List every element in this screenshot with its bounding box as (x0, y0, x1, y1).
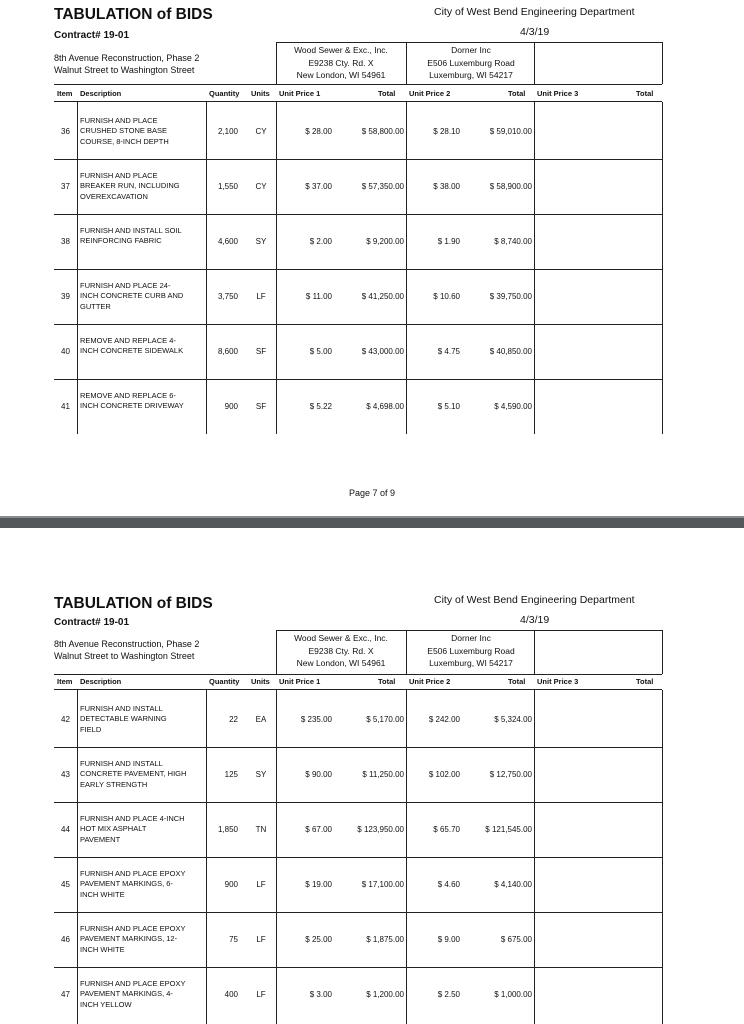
table-row (54, 159, 662, 214)
description-line: FURNISH AND PLACE EPOXY (80, 923, 186, 933)
description-line: FURNISH AND INSTALL SOIL (80, 225, 182, 235)
unit-price-2-cell: $ 1.90 (437, 236, 460, 246)
item-description (80, 171, 210, 203)
item-number: 43 (61, 769, 70, 779)
unit-price-2-cell: $ 102.00 (428, 769, 460, 779)
table-row (54, 912, 662, 967)
total-1-cell: $ 1,875.00 (366, 934, 404, 944)
grid-line (662, 102, 663, 434)
total-1-cell: $ 17,100.00 (361, 879, 404, 889)
total-1-cell: $ 4,698.00 (366, 401, 404, 411)
item-number: 39 (61, 291, 70, 301)
description-line: PAVEMENT MARKINGS, 12- (80, 934, 178, 943)
unit-price-2-cell: $ 2.50 (437, 989, 460, 999)
description-line: INCH WHITE (80, 944, 125, 954)
units-cell: LF (256, 879, 266, 889)
bidder-2-name: Dorner Inc (451, 633, 491, 643)
bidder-1-address1: E9238 Cty. Rd. X (308, 645, 374, 656)
col-total-1: Total (378, 677, 396, 686)
item-number: 40 (61, 346, 70, 356)
item-description (80, 336, 210, 357)
total-2-cell: $ 58,900.00 (489, 181, 532, 191)
bidder-1-address2: New London, WI 54961 (296, 70, 386, 80)
description-line: EARLY STRENGTH (80, 779, 148, 789)
description-line: REINFORCING FABRIC (80, 236, 162, 245)
description-line: FURNISH AND INSTALL (80, 703, 163, 713)
bidder-1-info (276, 44, 406, 82)
column-header-top-rule (54, 674, 662, 675)
col-units: Units (251, 89, 270, 98)
col-unit-price-2: Unit Price 2 (409, 677, 451, 686)
total-1-cell: $ 57,350.00 (361, 181, 404, 191)
description-line: FURNISH AND PLACE (80, 115, 158, 125)
bidder-2-name: Dorner Inc (451, 45, 491, 55)
col-unit-price-1: Unit Price 1 (279, 89, 321, 98)
project-line-1: 8th Avenue Reconstruction, Phase 2 (54, 53, 200, 63)
item-number: 45 (61, 879, 70, 889)
total-1-cell: $ 123,950.00 (357, 824, 404, 834)
unit-price-2-cell: $ 4.75 (437, 346, 460, 356)
col-quantity: Quantity (209, 677, 240, 686)
item-description (80, 391, 210, 412)
page-title: TABULATION of BIDS (54, 595, 213, 612)
bidder-1-address1: E9238 Cty. Rd. X (308, 57, 374, 68)
quantity-cell: 900 (224, 879, 238, 889)
column-header-bottom-rule (54, 101, 662, 102)
unit-price-1-cell: $ 37.00 (305, 181, 332, 191)
project-line-2: Walnut Street to Washington Street (54, 65, 195, 75)
unit-price-2-cell: $ 4.60 (437, 879, 460, 889)
unit-price-1-cell: $ 5.00 (309, 346, 332, 356)
bidder-divider (662, 630, 663, 674)
col-total-3: Total (636, 677, 654, 686)
column-header-bottom-rule (54, 689, 662, 690)
quantity-cell: 4,600 (217, 236, 238, 246)
quantity-cell: 2,100 (217, 126, 238, 136)
item-description (80, 226, 210, 247)
description-line: INCH CONCRETE DRIVEWAY (80, 401, 184, 410)
item-description (80, 924, 210, 956)
description-line: CRUSHED STONE BASE (80, 126, 167, 135)
col-unit-price-2: Unit Price 2 (409, 89, 451, 98)
bidder-box-top (276, 42, 662, 43)
units-cell: SF (255, 346, 267, 356)
description-line: PAVEMENT MARKINGS, 6- (80, 879, 173, 888)
description-line: FIELD (80, 724, 102, 734)
quantity-cell: 8,600 (217, 346, 238, 356)
document-page-8 (0, 528, 744, 1024)
description-line: PAVEMENT (80, 834, 121, 844)
total-2-cell: $ 675.00 (500, 934, 532, 944)
col-total-2: Total (508, 677, 526, 686)
bidder-1-info (276, 632, 406, 670)
bid-date: 4/3/19 (520, 26, 550, 38)
units-cell: LF (256, 291, 266, 301)
project-line-2: Walnut Street to Washington Street (54, 651, 195, 661)
total-2-cell: $ 39,750.00 (489, 291, 532, 301)
description-line: FURNISH AND PLACE EPOXY (80, 978, 186, 988)
department-name: City of West Bend Engineering Department (434, 594, 635, 606)
total-2-cell: $ 4,590.00 (494, 401, 532, 411)
project-description (54, 638, 199, 662)
project-description (54, 52, 199, 76)
description-line: BREAKER RUN, INCLUDING (80, 181, 180, 190)
table-row (54, 802, 662, 857)
col-total-2: Total (508, 89, 526, 98)
bidder-2-info (406, 632, 536, 670)
col-item: Item (57, 89, 73, 98)
item-number: 37 (61, 181, 70, 191)
total-2-cell: $ 4,140.00 (494, 879, 532, 889)
item-number: 38 (61, 236, 70, 246)
unit-price-1-cell: $ 2.00 (309, 236, 332, 246)
item-description (80, 979, 210, 1011)
unit-price-1-cell: $ 235.00 (300, 714, 332, 724)
total-1-cell: $ 9,200.00 (366, 236, 404, 246)
bidder-2-address1: E506 Luxemburg Road (427, 645, 515, 656)
units-cell: CY (255, 181, 267, 191)
bidder-2-address2: Luxemburg, WI 54217 (429, 70, 513, 80)
column-header-top-rule (54, 84, 662, 85)
table-row (54, 324, 662, 379)
unit-price-2-cell: $ 28.10 (433, 126, 460, 136)
grid-line (662, 690, 663, 1024)
col-unit-price-1: Unit Price 1 (279, 677, 321, 686)
col-description: Description (80, 89, 122, 98)
project-line-1: 8th Avenue Reconstruction, Phase 2 (54, 639, 200, 649)
total-1-cell: $ 58,800.00 (361, 126, 404, 136)
total-1-cell: $ 1,200.00 (366, 989, 404, 999)
bidder-divider (662, 42, 663, 84)
total-2-cell: $ 1,000.00 (494, 989, 532, 999)
description-line: OVEREXCAVATION (80, 191, 148, 201)
bidder-1-name: Wood Sewer & Exc., Inc. (294, 633, 388, 643)
total-2-cell: $ 12,750.00 (489, 769, 532, 779)
description-line: INCH YELLOW (80, 999, 132, 1009)
col-unit-price-3: Unit Price 3 (537, 89, 579, 98)
bidder-2-info (406, 44, 536, 82)
item-number: 36 (61, 126, 70, 136)
description-line: REMOVE AND REPLACE 4- (80, 335, 176, 345)
col-quantity: Quantity (209, 89, 240, 98)
unit-price-1-cell: $ 5.22 (309, 401, 332, 411)
page-title: TABULATION of BIDS (54, 6, 213, 23)
department-name: City of West Bend Engineering Department (434, 6, 635, 18)
bidder-box-top (276, 630, 662, 631)
description-line: COURSE, 8-INCH DEPTH (80, 136, 169, 146)
contract-number: Contract# 19-01 (54, 617, 130, 628)
description-line: REMOVE AND REPLACE 6- (80, 390, 176, 400)
col-units: Units (251, 677, 270, 686)
total-2-cell: $ 59,010.00 (489, 126, 532, 136)
quantity-cell: 125 (224, 769, 238, 779)
contract-number: Contract# 19-01 (54, 30, 130, 41)
col-item: Item (57, 677, 73, 686)
quantity-cell: 400 (224, 989, 238, 999)
table-row (54, 269, 662, 324)
unit-price-2-cell: $ 10.60 (433, 291, 460, 301)
item-description (80, 116, 210, 148)
page-number: Page 7 of 9 (348, 488, 396, 498)
total-1-cell: $ 5,170.00 (366, 714, 404, 724)
col-description: Description (80, 677, 122, 686)
unit-price-1-cell: $ 11.00 (305, 291, 332, 301)
units-cell: LF (256, 934, 266, 944)
unit-price-2-cell: $ 65.70 (433, 824, 460, 834)
col-total-1: Total (378, 89, 396, 98)
unit-price-1-cell: $ 3.00 (309, 989, 332, 999)
item-description (80, 869, 210, 901)
quantity-cell: 3,750 (217, 291, 238, 301)
table-row (54, 747, 662, 802)
description-line: FURNISH AND PLACE EPOXY (80, 868, 186, 878)
description-line: FURNISH AND INSTALL (80, 758, 163, 768)
total-1-cell: $ 41,250.00 (361, 291, 404, 301)
bidder-1-name: Wood Sewer & Exc., Inc. (294, 45, 388, 55)
table-row (54, 104, 662, 159)
units-cell: SY (255, 236, 267, 246)
item-number: 42 (61, 714, 70, 724)
units-cell: EA (255, 714, 267, 724)
table-row (54, 379, 662, 434)
total-2-cell: $ 8,740.00 (494, 236, 532, 246)
unit-price-1-cell: $ 90.00 (305, 769, 332, 779)
total-1-cell: $ 11,250.00 (362, 769, 404, 779)
unit-price-2-cell: $ 38.00 (433, 181, 460, 191)
item-number: 44 (61, 824, 70, 834)
unit-price-1-cell: $ 25.00 (305, 934, 332, 944)
bidder-1-address2: New London, WI 54961 (296, 658, 386, 668)
description-line: CONCRETE PAVEMENT, HIGH (80, 769, 187, 778)
unit-price-2-cell: $ 9.00 (437, 934, 460, 944)
item-number: 46 (61, 934, 70, 944)
description-line: FURNISH AND PLACE 4-INCH (80, 813, 185, 823)
col-unit-price-3: Unit Price 3 (537, 677, 579, 686)
quantity-cell: 22 (229, 714, 238, 724)
units-cell: SF (255, 401, 267, 411)
units-cell: TN (255, 824, 267, 834)
units-cell: SY (255, 769, 267, 779)
page-separator (0, 516, 744, 528)
item-description (80, 814, 210, 846)
total-2-cell: $ 5,324.00 (494, 714, 532, 724)
quantity-cell: 1,850 (217, 824, 238, 834)
description-line: INCH WHITE (80, 889, 125, 899)
description-line: GUTTER (80, 301, 111, 311)
bidder-2-address2: Luxemburg, WI 54217 (429, 658, 513, 668)
total-1-cell: $ 43,000.00 (361, 346, 404, 356)
bid-date: 4/3/19 (520, 614, 550, 626)
description-line: PAVEMENT MARKINGS, 4- (80, 989, 173, 998)
bidder-2-address1: E506 Luxemburg Road (427, 57, 515, 68)
units-cell: CY (255, 126, 267, 136)
unit-price-1-cell: $ 28.00 (305, 126, 332, 136)
item-number: 47 (61, 989, 70, 999)
unit-price-1-cell: $ 19.00 (305, 879, 332, 889)
table-row (54, 857, 662, 912)
description-line: FURNISH AND PLACE (80, 170, 158, 180)
units-cell: LF (256, 989, 266, 999)
item-description (80, 759, 210, 791)
col-total-3: Total (636, 89, 654, 98)
quantity-cell: 75 (229, 934, 238, 944)
quantity-cell: 900 (224, 401, 238, 411)
item-number: 41 (61, 401, 70, 411)
unit-price-2-cell: $ 5.10 (437, 401, 460, 411)
description-line: DETECTABLE WARNING (80, 714, 167, 723)
unit-price-1-cell: $ 67.00 (305, 824, 332, 834)
table-row (54, 214, 662, 269)
unit-price-2-cell: $ 242.00 (428, 714, 460, 724)
total-2-cell: $ 40,850.00 (489, 346, 532, 356)
description-line: INCH CONCRETE CURB AND (80, 291, 184, 300)
table-row (54, 967, 662, 1022)
description-line: FURNISH AND PLACE 24- (80, 280, 171, 290)
total-2-cell: $ 121,545.00 (485, 824, 532, 834)
description-line: HOT MIX ASPHALT (80, 824, 147, 833)
description-line: INCH CONCRETE SIDEWALK (80, 346, 184, 355)
item-description (80, 704, 210, 736)
quantity-cell: 1,550 (217, 181, 238, 191)
item-description (80, 281, 210, 313)
table-row (54, 692, 662, 747)
